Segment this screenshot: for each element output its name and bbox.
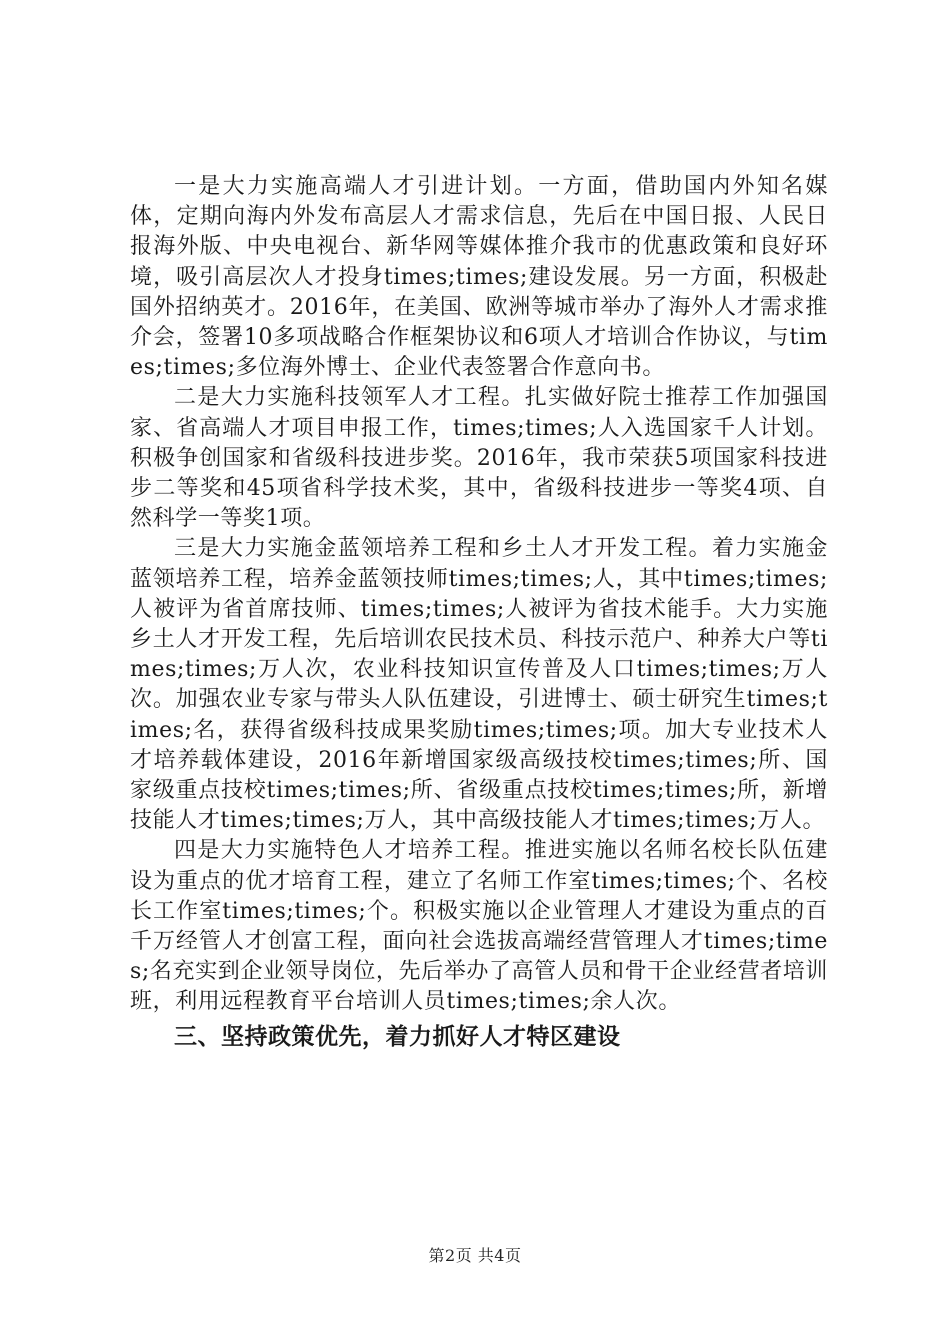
- paragraph-blue-collar-rural: 三是大力实施金蓝领培养工程和乡土人才开发工程。着力实施金蓝领培养工程，培养金蓝领技师times;times;人，其中times;times;人被评为省首席技师、times;times;人被评为省技术能手。大力实施乡土人才开发工程，先后培训农民技术员、科技示范户、种养大户等times;times;万人次，农业科技知识宣传普及人口times;times;万人次。加强农业专家与带头人队伍建设，引进博士、硕士研究生times;times;名，获得省级科技成果奖励times;times;项。加大专业技术人才培养载体建设，2016年新增国家级高级技校times;times;所、国家级重点技校times;times;所、省级重点技校times;times;所，新增技能人才times;times;万人，其中高级技能人才times;times;万人。: [130, 536, 828, 834]
- paragraph-special-talent: 四是大力实施特色人才培养工程。推进实施以名师名校长队伍建设为重点的优才培育工程，建立了名师工作室times;times;个、名校长工作室times;times;个。积极实施以企业管理人才建设为重点的百千万经管人才创富工程，面向社会选拔高端经营管理人才times;times;名充实到企业领导岗位，先后举办了高管人员和骨干企业经营者培训班，利用远程教育平台培训人员times;times;余人次。: [130, 838, 828, 1015]
- page-number-footer: 第2页 共4页: [428, 1246, 522, 1265]
- section-heading: 三、坚持政策优先，着力抓好人才特区建设: [174, 1023, 621, 1050]
- paragraph-high-end-talent: 一是大力实施高端人才引进计划。一方面，借助国内外知名媒体，定期向海内外发布高层人才需求信息，先后在中国日报、人民日报海外版、中央电视台、新华网等媒体推介我市的优惠政策和良好环境，吸引高层次人才投身times;times;建设发展。另一方面，积极赴国外招纳英才。2016年，在美国、欧洲等城市举办了海外人才需求推介会，签署10多项战略合作框架协议和6项人才培训合作协议，与times;times;多位海外博士、企业代表签署合作意向书。: [130, 174, 828, 381]
- document-body: [130, 172, 828, 1054]
- paragraph-tech-leaders: 二是大力实施科技领军人才工程。扎实做好院士推荐工作加强国家、省高端人才项目申报工作，times;times;人入选国家千人计划。积极争创国家和省级科技进步奖。2016年，我市荣获5项国家科技进步二等奖和45项省科学技术奖，其中，省级科技进步一等奖4项、自然科学一等奖1项。: [130, 385, 828, 532]
